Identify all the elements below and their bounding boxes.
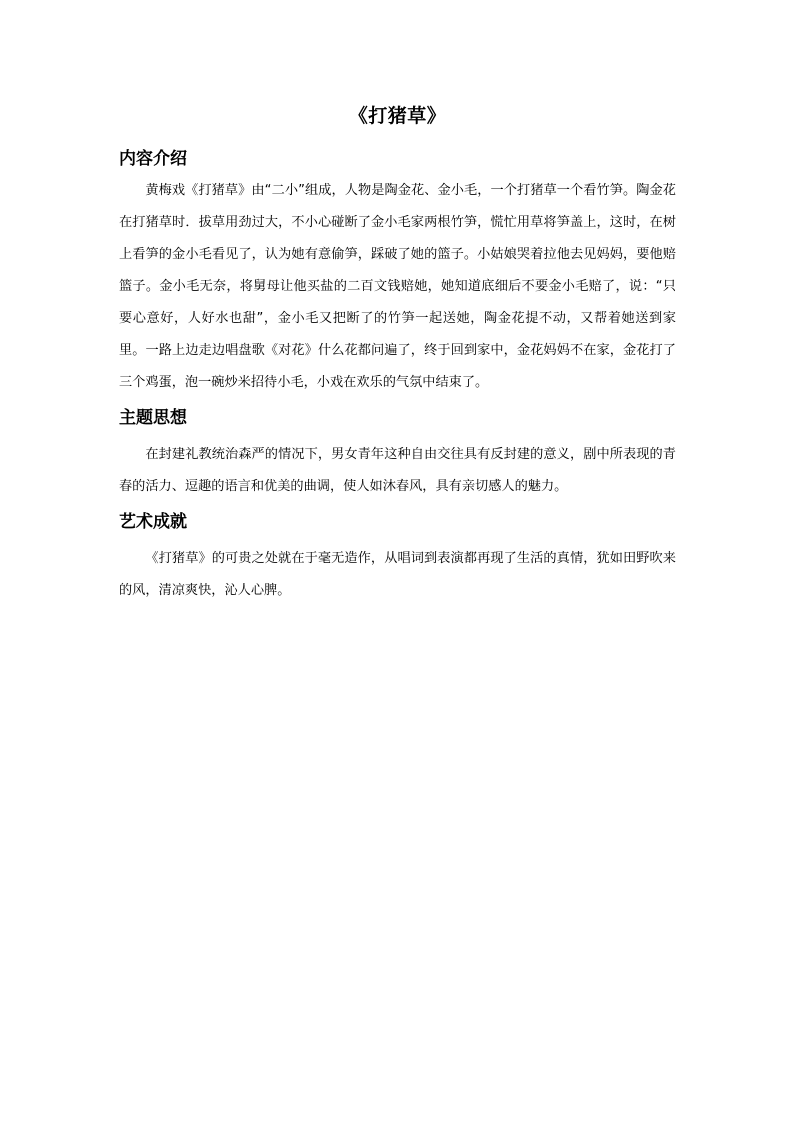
section-body-content-intro: 黄梅戏《打猪草》由“二小”组成，人物是陶金花、金小毛，一个打猪草一个看竹笋。陶金花在打猪草时．拔草用劲过大，不小心碰断了金小毛家两根竹笋，慌忙用草将笋盖上，这时，在树上看笋的金小毛看见了，认为她有意偷笋，踩破了她的篮子。小姑娘哭着拉他去见妈妈，要他赔篮子。金小毛无奈，将舅母让他买盐的二百文钱赔她，她知道底细后不要金小毛赔了，说：“只要心意好，人好水也甜”，金小毛又把断了的竹笋一起送她，陶金花提不动，又帮着她送到家里。一路上边走边唱盘歌《对花》什么花都问遍了，终于回到家中，金花妈妈不在家，金花打了三个鸡蛋，泡一碗炒米招待小毛，小戏在欢乐的气氛中结束了。 xyxy=(119,183,676,390)
section-heading-theme: 主题思想 xyxy=(119,408,187,428)
section-heading-artistic-achievement: 艺术成就 xyxy=(119,512,187,532)
section-body-theme: 在封建礼教统治森严的情况下，男女青年这种自由交往具有反封建的意义，剧中所表现的青春的活力、逗趣的语言和优美的曲调，使人如沐春风，具有亲切感人的魅力。 xyxy=(119,447,676,494)
section-heading-content-intro: 内容介绍 xyxy=(119,149,187,169)
section-body-artistic-achievement: 《打猪草》的可贵之处就在于毫无造作，从唱词到表演都再现了生活的真情，犹如田野吹来的风，清凉爽快，沁人心脾。 xyxy=(119,551,676,598)
page-title: 《打猪草》 xyxy=(348,105,447,127)
